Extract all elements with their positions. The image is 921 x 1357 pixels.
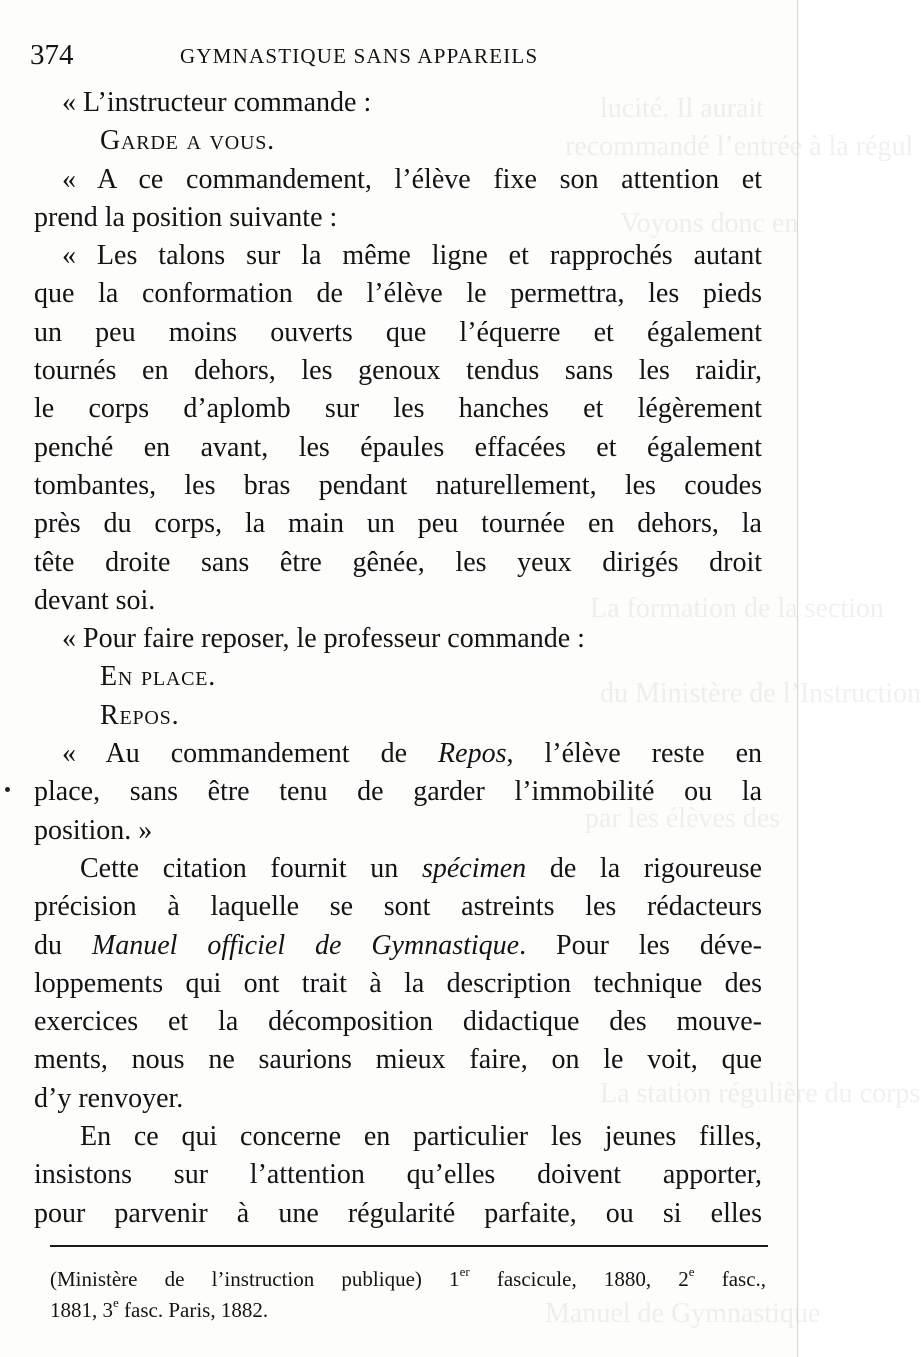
footnote-line [50, 1295, 766, 1326]
text-run: du [34, 929, 92, 961]
show-through-text: Voyons donc en [620, 208, 799, 239]
text-run: . Pour les déve- [519, 929, 762, 961]
running-title: GYMNASTIQUE SANS APPAREILS [180, 44, 539, 68]
text-line: prend la position suivante : [34, 201, 338, 233]
text-line: tombantes, les bras pendant naturellement, les coudes [34, 469, 762, 501]
footnote [50, 1264, 766, 1326]
text-line: le corps d’aplomb sur les hanches et légèrement [34, 393, 762, 425]
text-line [34, 850, 762, 888]
text-line: insistons sur l’attention qu’elles doivent apporter, [34, 1159, 762, 1191]
text-run: fasc. Paris, 1882. [118, 1298, 269, 1322]
command-line: En place. [100, 661, 217, 693]
page-header [30, 38, 750, 72]
text-line [34, 735, 762, 773]
show-through-text: du Ministère de l’Instruction [600, 678, 921, 709]
ink-speck [5, 787, 10, 792]
command-line: Garde a vous. [100, 125, 275, 157]
text-line: un peu moins ouverts que l’équerre et également [34, 316, 762, 348]
text-line: position. » [34, 814, 153, 846]
show-through-text: lucité. Il aurait [600, 93, 765, 124]
text-line: penché en avant, les épaules effacées et également [34, 431, 762, 463]
body-text [34, 84, 765, 1233]
text-line: « L’instructeur commande : [62, 87, 372, 118]
text-run: , l’élève reste en [506, 738, 762, 770]
text-line: pour parvenir à une régularité parfaite, ou si elles [34, 1197, 762, 1229]
text-line: ments, nous ne saurions mieux faire, on le voit, que [34, 1044, 762, 1076]
text-line: place, sans être tenu de garder l’immobilité ou la [34, 776, 762, 808]
text-line: « Les talons sur la même ligne et rapprochés autant [62, 240, 762, 272]
text-run: (Ministère de l’instruction publique) 1 [50, 1267, 460, 1291]
show-through-text: Manuel de Gymnastique [545, 1298, 821, 1329]
show-through-text: La station régulière du corps [600, 1078, 921, 1109]
text-run: fasc., [694, 1267, 767, 1291]
text-line: tête droite sans être gênée, les yeux dirigés droit [34, 546, 762, 578]
text-line: exercices et la décomposition didactique des mouve- [34, 1006, 762, 1038]
text-run: de la rigoureuse [526, 852, 762, 884]
text-line: « A ce commandement, l’élève fixe son attention et [62, 163, 762, 195]
superscript: er [459, 1264, 470, 1279]
text-line: que la conformation de l’élève le permettra, les pieds [34, 278, 762, 310]
footnote-line [50, 1264, 766, 1295]
italic-run: Manuel officiel de Gymnastique [91, 929, 520, 961]
superscript: e [113, 1295, 119, 1310]
superscript: e [688, 1264, 695, 1279]
italic-run: Repos [438, 738, 507, 770]
italic-run: spécimen [421, 852, 527, 884]
text-line: d’y renvoyer. [34, 1082, 184, 1114]
show-through-text: La formation de la section [590, 593, 884, 624]
footnote-rule [50, 1245, 768, 1247]
show-through-text: par les élèves des [585, 803, 781, 834]
text-run: « Au commandement de [62, 738, 439, 770]
page-edge [797, 0, 798, 1357]
page-number: 374 [30, 39, 74, 71]
text-line: En ce qui concerne en particulier les jeunes filles, [80, 1121, 762, 1153]
text-line: précision à laquelle se sont astreints les rédacteurs [34, 891, 762, 923]
text-line: « Pour faire reposer, le professeur commande : [62, 623, 585, 655]
text-run: Cette citation fournit un [80, 852, 422, 884]
command-line: Repos. [100, 699, 180, 731]
show-through-text: recommandé l’entrée à la régul [565, 131, 914, 162]
text-line: tournés en dehors, les genoux tendus sans les raidir, [34, 355, 762, 387]
text-line: loppements qui ont trait à la description technique des [34, 967, 762, 999]
text-line: près du corps, la main un peu tournée en dehors, la [34, 508, 762, 540]
text-run: fascicule, 1880, 2 [469, 1267, 689, 1291]
text-line: devant soi. [34, 584, 156, 616]
text-line [34, 927, 762, 965]
text-run: 1881, 3 [50, 1298, 113, 1322]
